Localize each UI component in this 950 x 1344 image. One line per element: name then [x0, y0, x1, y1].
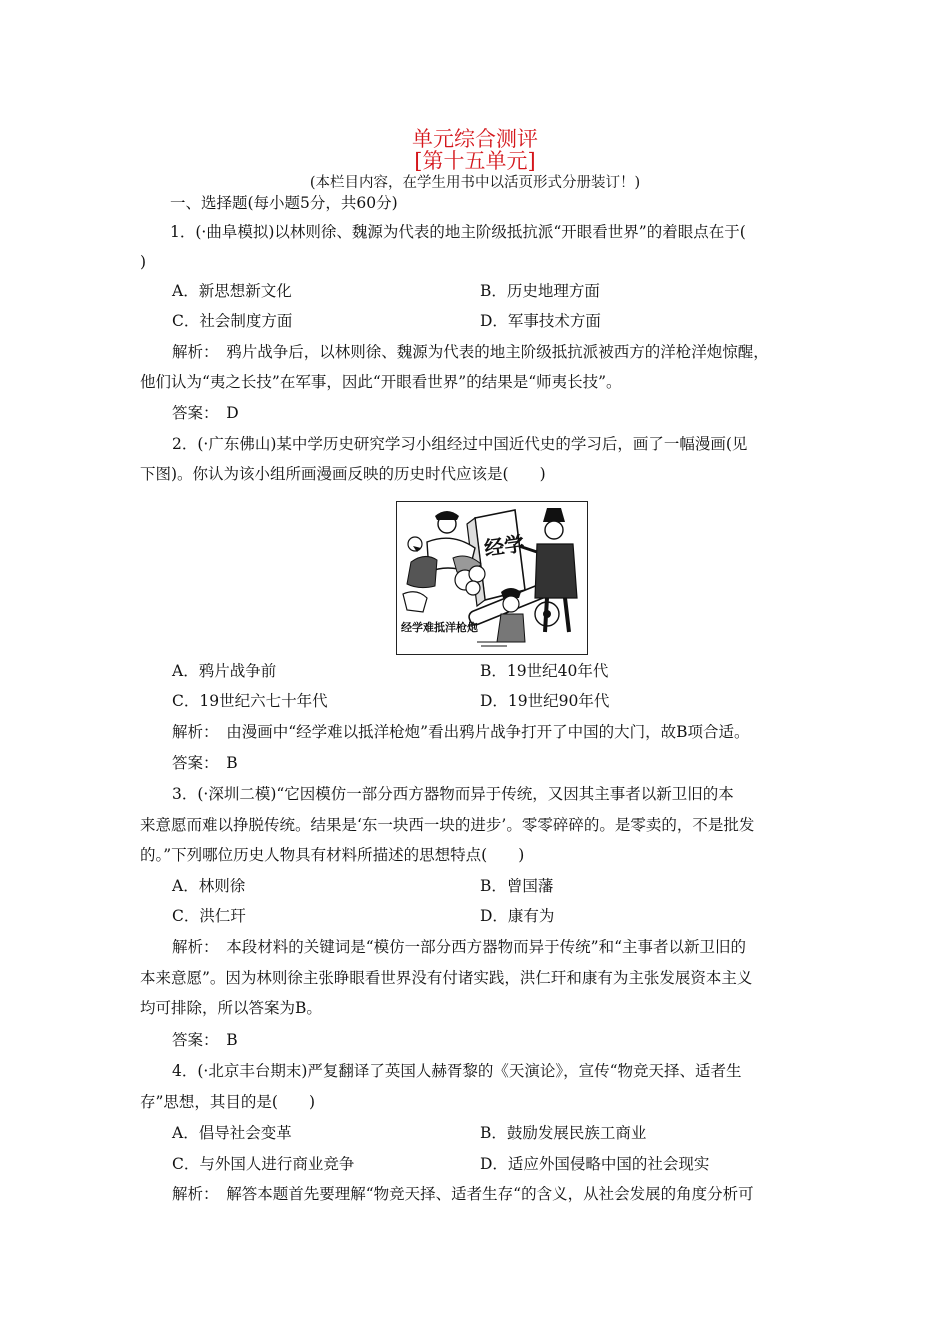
q3-stem-line1: 3．(·深圳二模)“它因模仿一部分西方器物而异于传统，又因其主事者以新卫旧的本	[172, 785, 734, 803]
q3-analysis-line3: 均可排除，所以答案为B。	[140, 999, 322, 1017]
q3-stem-line3: 的。”下列哪位历史人物具有材料所描述的思想特点( )	[140, 846, 525, 864]
q3-option-d: D．康有为	[480, 907, 555, 925]
q4-stem-line2: 存”思想，其目的是( )	[140, 1093, 316, 1111]
q2-stem-line1: 2．(·广东佛山)某中学历史研究学习小组经过中国近代史的学习后，画了一幅漫画(见	[172, 435, 748, 453]
page-title: 单元综合测评	[412, 127, 538, 151]
q3-option-c: C．洪仁玕	[172, 907, 246, 925]
page-subtitle: [第十五单元]	[414, 149, 536, 173]
q1-analysis-line1: 解析： 鸦片战争后，以林则徐、魏源为代表的地主阶级抵抗派被西方的洋枪洋炮惊醒，	[172, 343, 769, 361]
q3-option-b: B．曾国藩	[480, 877, 554, 895]
q2-option-b: B．19世纪40年代	[480, 662, 609, 680]
q3-analysis-line2: 本来意愿”。因为林则徐主张睁眼看世界没有付诸实践，洪仁玕和康有为主张发展资本主义	[140, 969, 753, 987]
q4-option-b: B．鼓励发展民族工商业	[480, 1124, 647, 1142]
q2-option-d: D．19世纪90年代	[480, 692, 610, 710]
q2-option-a: A．鸦片战争前	[172, 662, 277, 680]
q2-analysis: 解析： 由漫画中“经学难以抵洋枪炮”看出鸦片战争打开了中国的大门，故B项合适。	[172, 723, 750, 741]
western-soldier-figure	[519, 508, 577, 632]
q1-stem-line1: 1．(·曲阜模拟)以林则徐、魏源为代表的地主阶级抵抗派“开眼看世界”的着眼点在于(	[170, 223, 746, 241]
q3-option-a: A．林则徐	[172, 877, 246, 895]
book-text: 经学	[482, 531, 526, 561]
q1-option-c: C．社会制度方面	[172, 312, 293, 330]
q1-option-a: A．新思想新文化	[172, 282, 292, 300]
cartoon-drawing	[397, 502, 586, 653]
binding-note: (本栏目内容，在学生用书中以活页形式分册装订！)	[309, 175, 641, 191]
q1-option-b: B．历史地理方面	[480, 282, 600, 300]
q3-analysis-line1: 解析： 本段材料的关键词是“模仿一部分西方器物而异于传统”和“主事者以新卫旧的	[172, 938, 747, 956]
q4-stem-line1: 4．(·北京丰台期末)严复翻译了英国人赫胥黎的《天演论》，宣传“物竞天择、适者生	[172, 1062, 742, 1080]
history-cartoon	[396, 501, 588, 655]
q4-option-c: C．与外国人进行商业竞争	[172, 1155, 355, 1173]
q4-option-a: A．倡导社会变革	[172, 1124, 292, 1142]
q4-analysis-line1: 解析： 解答本题首先要理解“物竞天择、适者生存“的含义，从社会发展的角度分析可	[172, 1185, 754, 1203]
q1-stem-line2: )	[140, 253, 147, 271]
q3-stem-line2: 来意愿而难以挣脱传统。结果是‘东一块西一块的进步’。零零碎碎的。是零卖的，不是批发	[140, 816, 755, 834]
section-heading: 一、选择题(每小题5分，共60分)	[170, 194, 398, 212]
q1-analysis-line2: 他们认为“夷之长技”在军事，因此“开眼看世界”的结果是“师夷长技”。	[140, 373, 622, 391]
q4-option-d: D．适应外国侵略中国的社会现实	[480, 1155, 710, 1173]
q2-answer: 答案： B	[172, 754, 238, 772]
cartoon-caption: 经学难抵洋枪炮	[401, 621, 478, 634]
q1-answer: 答案： D	[172, 404, 239, 422]
q3-answer: 答案： B	[172, 1031, 238, 1049]
q2-option-c: C．19世纪六七十年代	[172, 692, 328, 710]
q2-stem-line2: 下图)。你认为该小组所画漫画反映的历史时代应该是( )	[140, 465, 546, 483]
q1-option-d: D．军事技术方面	[480, 312, 601, 330]
